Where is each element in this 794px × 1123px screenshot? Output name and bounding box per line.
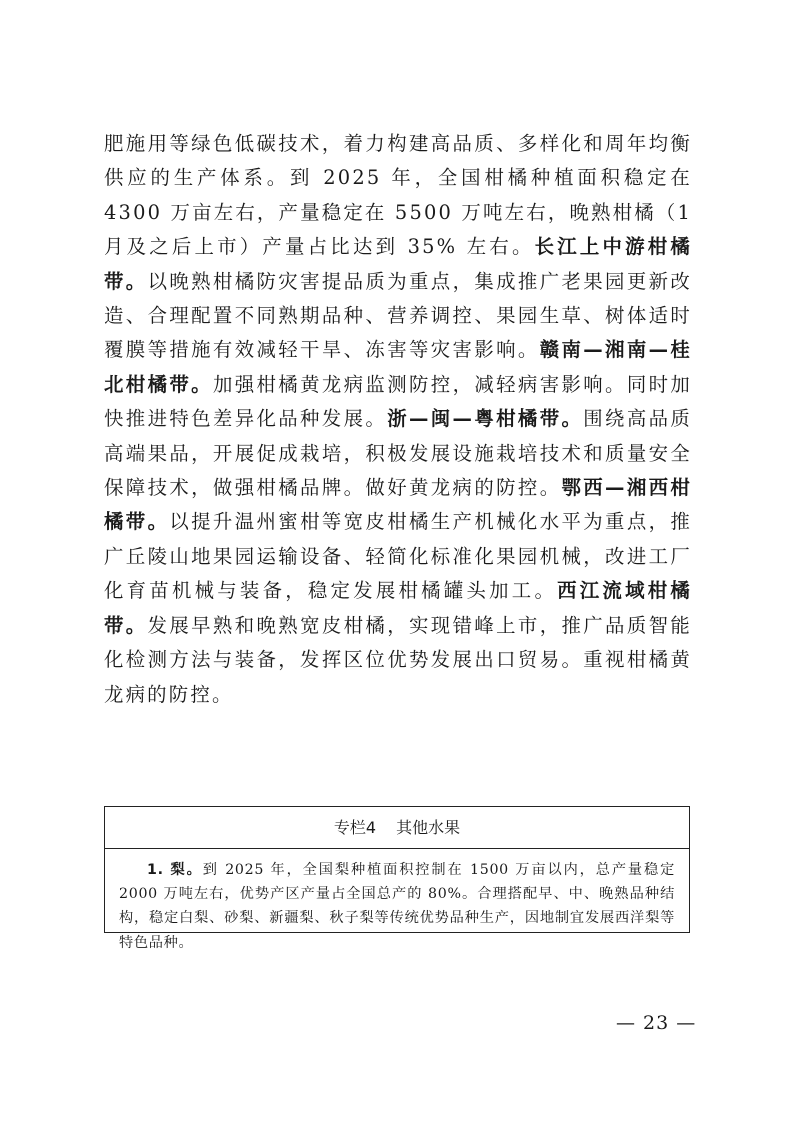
section-heading-gannan: 赣南—湘南—桂北柑橘带。 xyxy=(104,338,693,396)
column-box-title xyxy=(105,807,689,849)
section-heading-zhe-min-yue: 浙—闽—粤柑橘带。 xyxy=(387,407,584,431)
paragraph-text: 加强柑橘黄龙病监测防控，减轻病害影响。同时加快推进特色差异化品种发展。 xyxy=(104,372,693,431)
column-box-label: 专栏4 xyxy=(333,818,377,837)
column-box-body xyxy=(105,849,689,955)
page-number: — 23 — xyxy=(616,1012,697,1034)
column-item-text: 到 2025 年，全国梨种植面积控制在 1500 万亩以内，总产量稳定 2000 万吨左右，优势产区产量占全国总产的 80%。合理搭配早、中、晚熟品种结构，稳定白梨、砂梨、新疆梨、秋子梨等传统优势品种生产，因地制宜发展西洋梨等特色品种。 xyxy=(119,862,675,951)
paragraph-text: 以提升温州蜜柑等宽皮柑橘生产机械化水平为重点，推广丘陵山地果园运输设备、轻简化标准化果园机械，改进工厂化育苗机械与装备，稳定发展柑橘罐头加工。 xyxy=(104,510,692,603)
paragraph-text: 以晚熟柑橘防灾害提品质为重点，集成推广老果园更新改造、合理配置不同熟期品种、营养调控、果园生草、树体适时覆膜等措施有效减轻干旱、冻害等灾害影响。 xyxy=(104,269,693,362)
column-box-title-text: 其他水果 xyxy=(396,818,461,837)
section-heading-xijiang: 西江流域柑橘带。 xyxy=(104,579,692,637)
main-paragraph xyxy=(104,127,692,712)
section-heading-yangtze: 长江上中游柑橘带。 xyxy=(104,235,692,293)
paragraph-text: 发展早熟和晚熟宽皮柑橘，实现错峰上市，推广品质智能化检测方法与装备，发挥区位优势发展出口贸易。重视柑橘黄龙病的防控。 xyxy=(104,613,693,706)
section-heading-exi-xiangxi: 鄂西—湘西柑橘带。 xyxy=(104,476,692,534)
paragraph-text: 肥施用等绿色低碳技术，着力构建高品质、多样化和周年均衡供应的生产体系。到 2025 年，全国柑橘种植面积稳定在 4300 万亩左右，产量稳定在 5500 万吨左右，晚熟柑橘（1 月及之后上市）产量占比达到 35% 左右。 xyxy=(104,132,692,259)
column-box xyxy=(104,806,690,951)
paragraph-text: 围绕高品质高端果品，开展促成栽培，积极发展设施栽培技术和质量安全保障技术，做强柑橘品牌。做好黄龙病的防控。 xyxy=(104,407,692,500)
column-item-heading: 1. 梨。 xyxy=(147,862,203,878)
